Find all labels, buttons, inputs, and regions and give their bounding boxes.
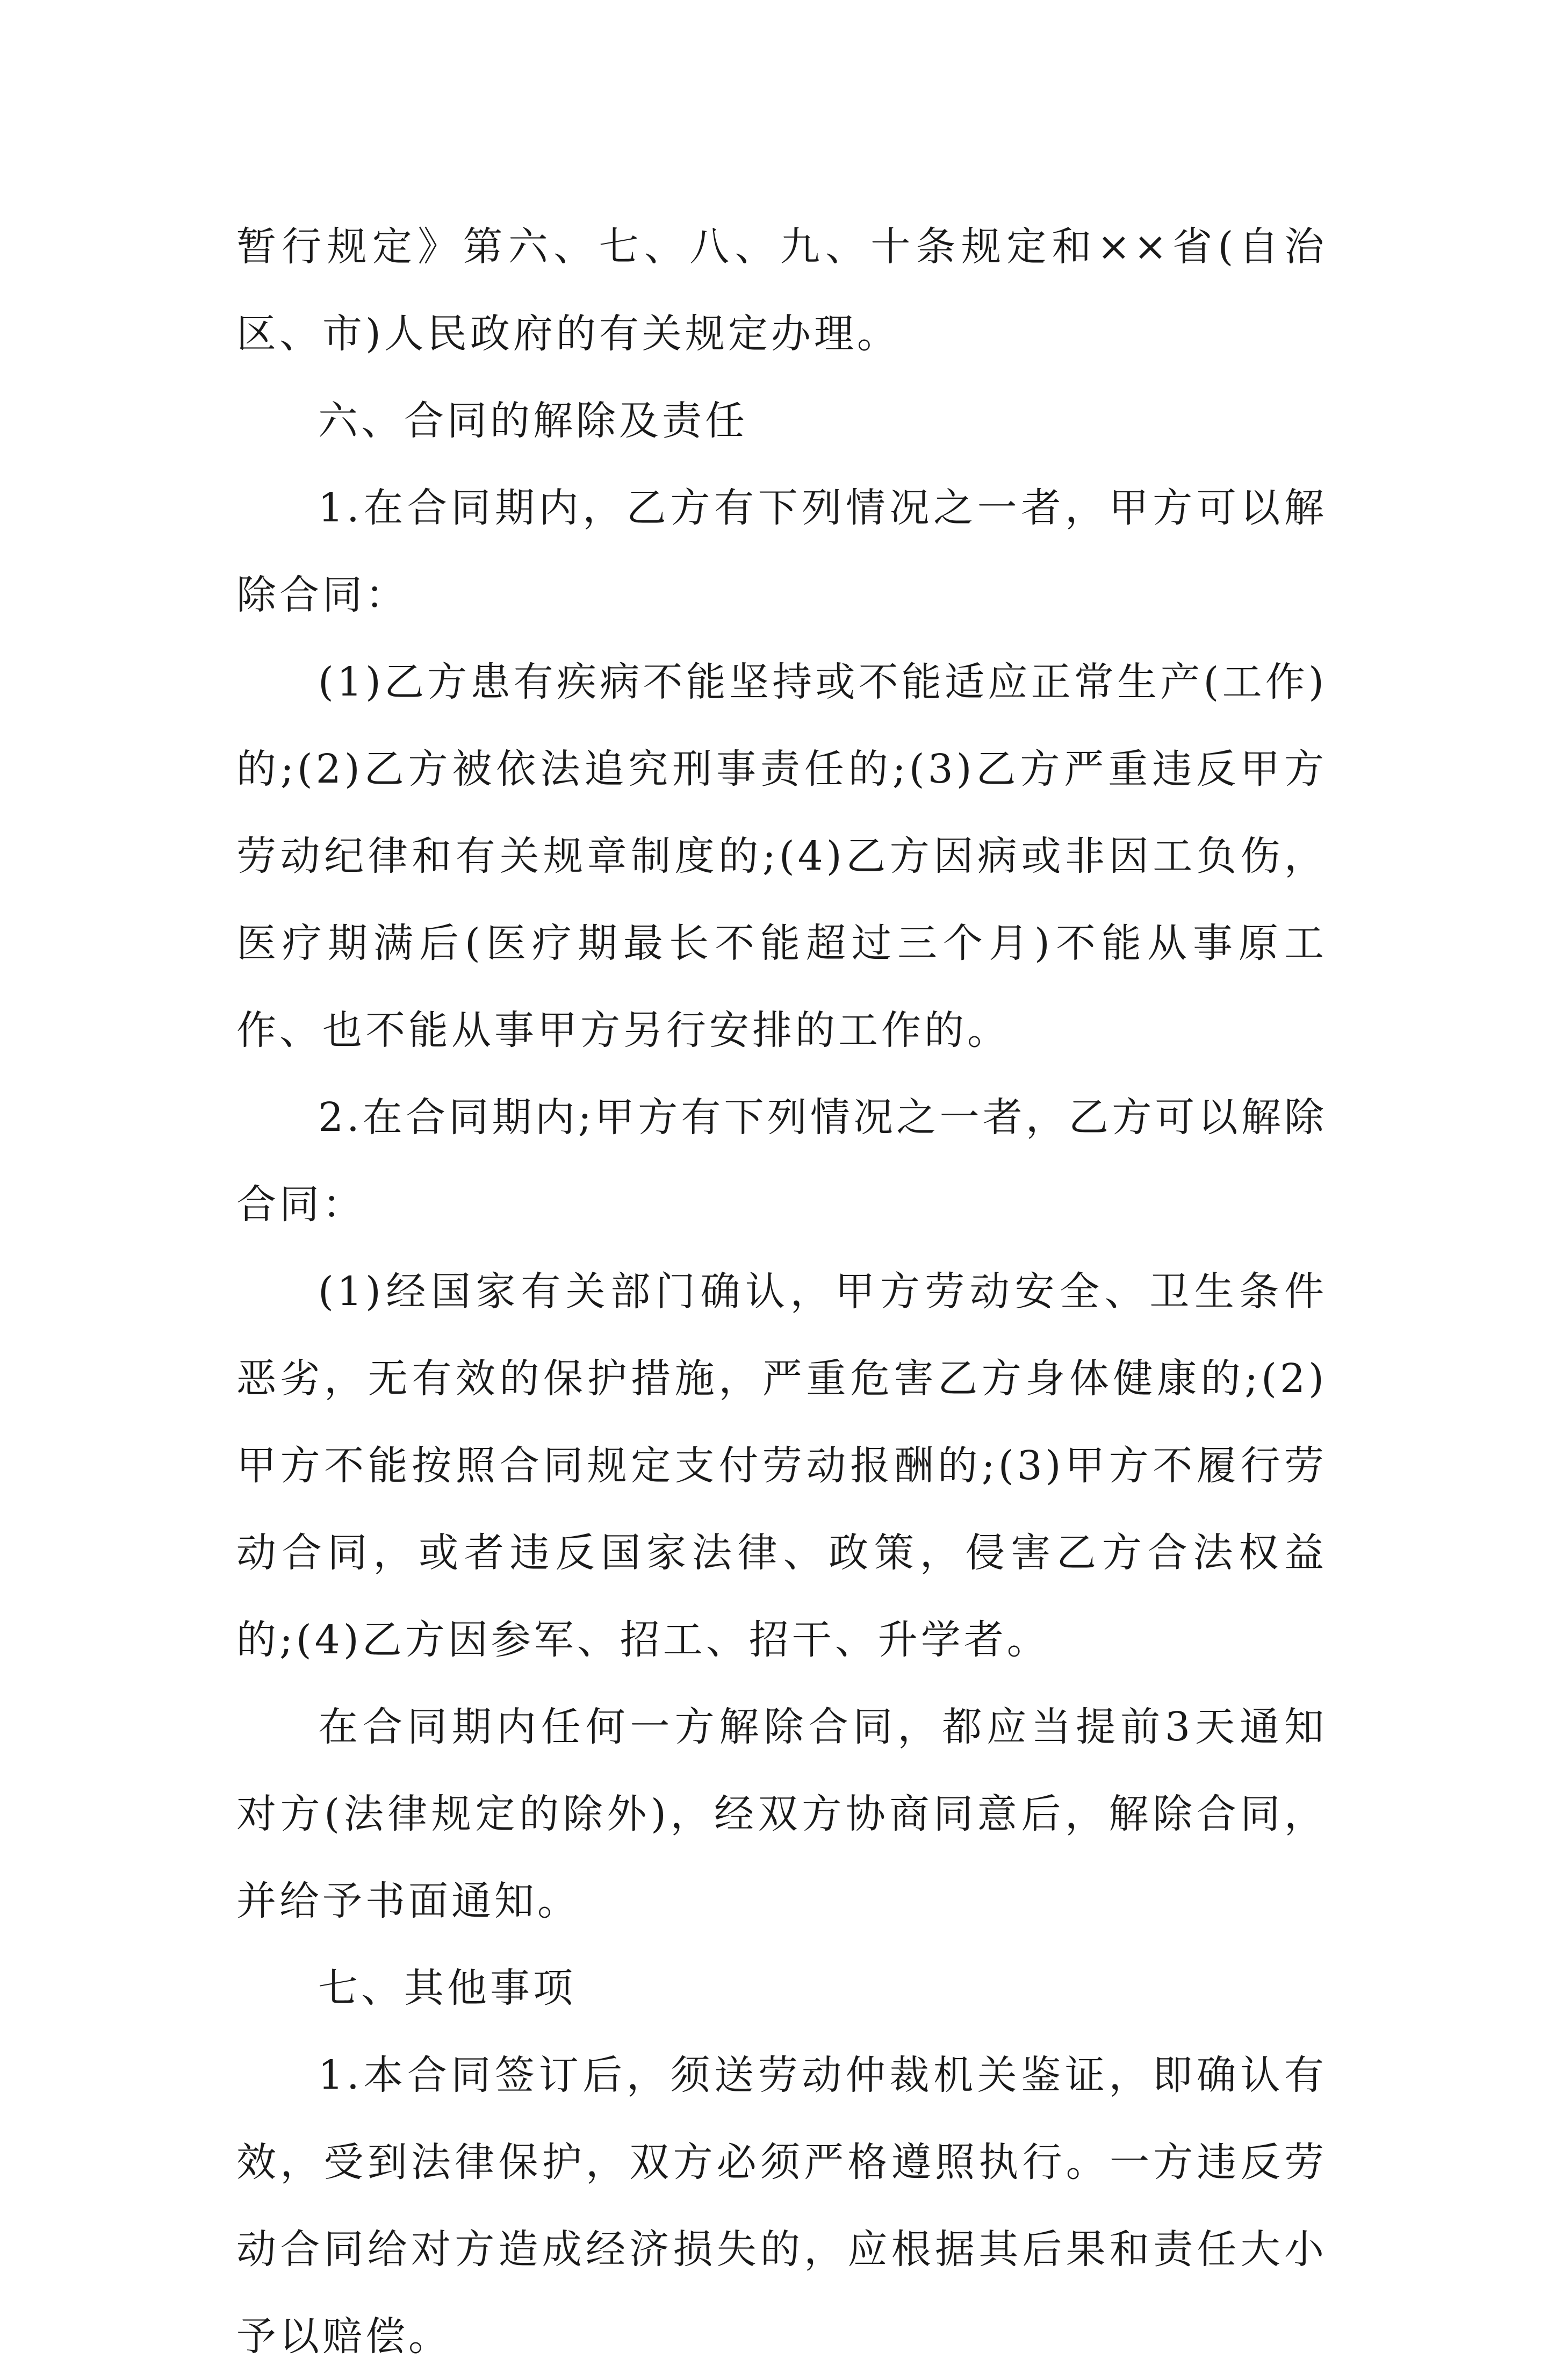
clause-employee-termination-items: (1)经国家有关部门确认，甲方劳动安全、卫生条件恶劣，无有效的保护措施，严重危害乙方身体健康的;(2)甲方不能按照合同规定支付劳动报酬的;(3)甲方不履行劳动合同，或者违反国家法律、政策，侵害乙方合法权益的;(4)乙方因参军、招工、招干、升学者。 [236, 1268, 1327, 1663]
clause-employer-termination: 1.在合同期内，乙方有下列情况之一者，甲方可以解除合同： [236, 485, 1327, 618]
section-heading-termination: 六、合同的解除及责任 [318, 398, 748, 444]
clause-termination-notice: 在合同期内任何一方解除合同，都应当提前3天通知对方(法律规定的除外)，经双方协商同意后，解除合同，并给予书面通知。 [236, 1704, 1327, 1924]
clause-contract-validity: 1.本合同签订后，须送劳动仲裁机关鉴证，即确认有效，受到法律保护，双方必须严格遵照执行。一方违反劳动合同给对方造成经济损失的，应根据其后果和责任大小予以赔偿。 [236, 2052, 1327, 2360]
section-heading-other-matters: 七、其他事项 [318, 1965, 576, 2011]
clause-employee-termination: 2.在合同期内;甲方有下列情况之一者，乙方可以解除合同： [236, 1094, 1327, 1228]
paragraph-continuation: 暂行规定》第六、七、八、九、十条规定和××省(自治区、市)人民政府的有关规定办理。 [236, 224, 1327, 357]
document-body [236, 203, 1327, 2380]
clause-employer-termination-items: (1)乙方患有疾病不能坚持或不能适应正常生产(工作)的;(2)乙方被依法追究刑事责任的;(3)乙方严重违反甲方劳动纪律和有关规章制度的;(4)乙方因病或非因工负伤，医疗期满后(医疗期最长不能超过三个月)不能从事原工作、也不能从事甲方另行安排的工作的。 [236, 659, 1327, 1053]
